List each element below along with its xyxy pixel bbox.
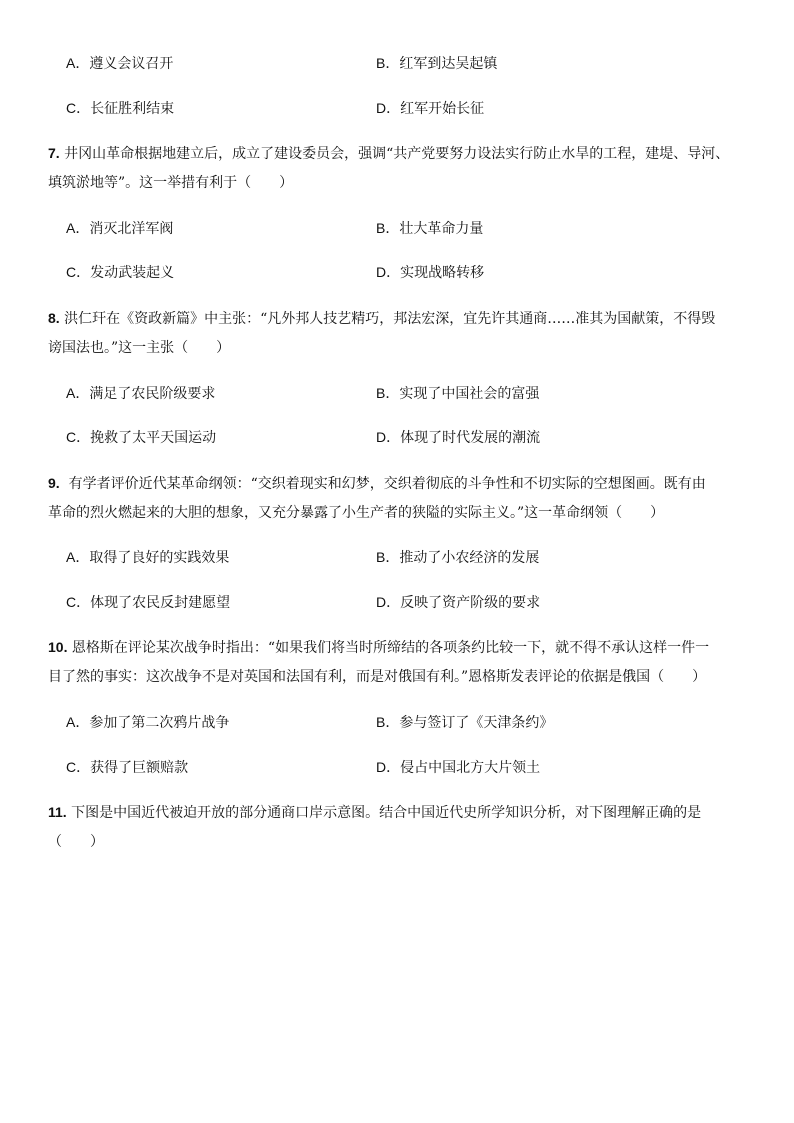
q9-option-a: A．取得了良好的实践效果 bbox=[66, 549, 230, 566]
q7-option-d: D．实现战略转移 bbox=[376, 264, 485, 281]
question-10-stem-cont: 目了然的事实：这次战争不是对英国和法国有利，而是对俄国有利。”恩格斯发表评论的依据是俄国（ ） bbox=[48, 669, 707, 685]
q7-option-a: A．消灭北洋军阀 bbox=[66, 220, 174, 237]
option-c: C．长征胜利结束 bbox=[66, 100, 175, 117]
question-10-stem: 10. 恩格斯在评论某次战争时指出：“如果我们将当时所缔结的各项条约比较一下，就不得不承认这样一件一 bbox=[48, 639, 710, 656]
q9-option-c: C．体现了农民反封建愿望 bbox=[66, 594, 231, 611]
q7-option-c: C．发动武装起义 bbox=[66, 264, 175, 281]
q9-option-d: D．反映了资产阶级的要求 bbox=[376, 594, 541, 611]
q8-option-d: D．体现了时代发展的潮流 bbox=[376, 429, 541, 446]
question-11-stem: 11. 下图是中国近代被迫开放的部分通商口岸示意图。结合中国近代史所学知识分析，对下图理解正确的是 bbox=[48, 804, 702, 821]
q10-option-c: C．获得了巨额赔款 bbox=[66, 759, 189, 776]
q8-option-c: C．挽救了太平天国运动 bbox=[66, 429, 217, 446]
option-d: D．红军开始长征 bbox=[376, 100, 485, 117]
q10-option-a: A．参加了第二次鸦片战争 bbox=[66, 714, 230, 731]
option-a: A．遵义会议召开 bbox=[66, 55, 174, 72]
q8-option-b: B．实现了中国社会的富强 bbox=[376, 385, 540, 402]
q10-option-d: D．侵占中国北方大片领土 bbox=[376, 759, 541, 776]
question-8-stem: 8. 洪仁玕在《资政新篇》中主张：“凡外邦人技艺精巧，邦法宏深，宜先许其通商……准其为国献策，不得毁 bbox=[48, 310, 716, 327]
question-9-stem-cont: 革命的烈火燃起来的大胆的想象，又充分暴露了小生产者的狭隘的实际主义。”这一革命纲领（ ） bbox=[48, 505, 665, 521]
q10-option-b: B．参与签订了《天津条约》 bbox=[376, 714, 554, 731]
question-7-stem-cont: 填筑淤地等”。这一举措有利于（ ） bbox=[48, 175, 294, 191]
question-8-stem-cont: 谤国法也。”这一主张（ ） bbox=[48, 340, 231, 356]
option-b: B．红军到达吴起镇 bbox=[376, 55, 498, 72]
q7-option-b: B．壮大革命力量 bbox=[376, 220, 484, 237]
question-11-stem-cont: （ ） bbox=[48, 834, 104, 850]
q9-option-b: B．推动了小农经济的发展 bbox=[376, 549, 540, 566]
question-9-stem: 9. 有学者评价近代某革命纲领：“交织着现实和幻梦，交织着彻底的斗争性和不切实际的空想图画。既有由 bbox=[48, 475, 706, 492]
question-7-stem: 7. 井冈山革命根据地建立后，成立了建设委员会，强调“共产党要努力设法实行防止水旱的工程，建堤、导河、 bbox=[48, 145, 730, 162]
q8-option-a: A．满足了农民阶级要求 bbox=[66, 385, 216, 402]
